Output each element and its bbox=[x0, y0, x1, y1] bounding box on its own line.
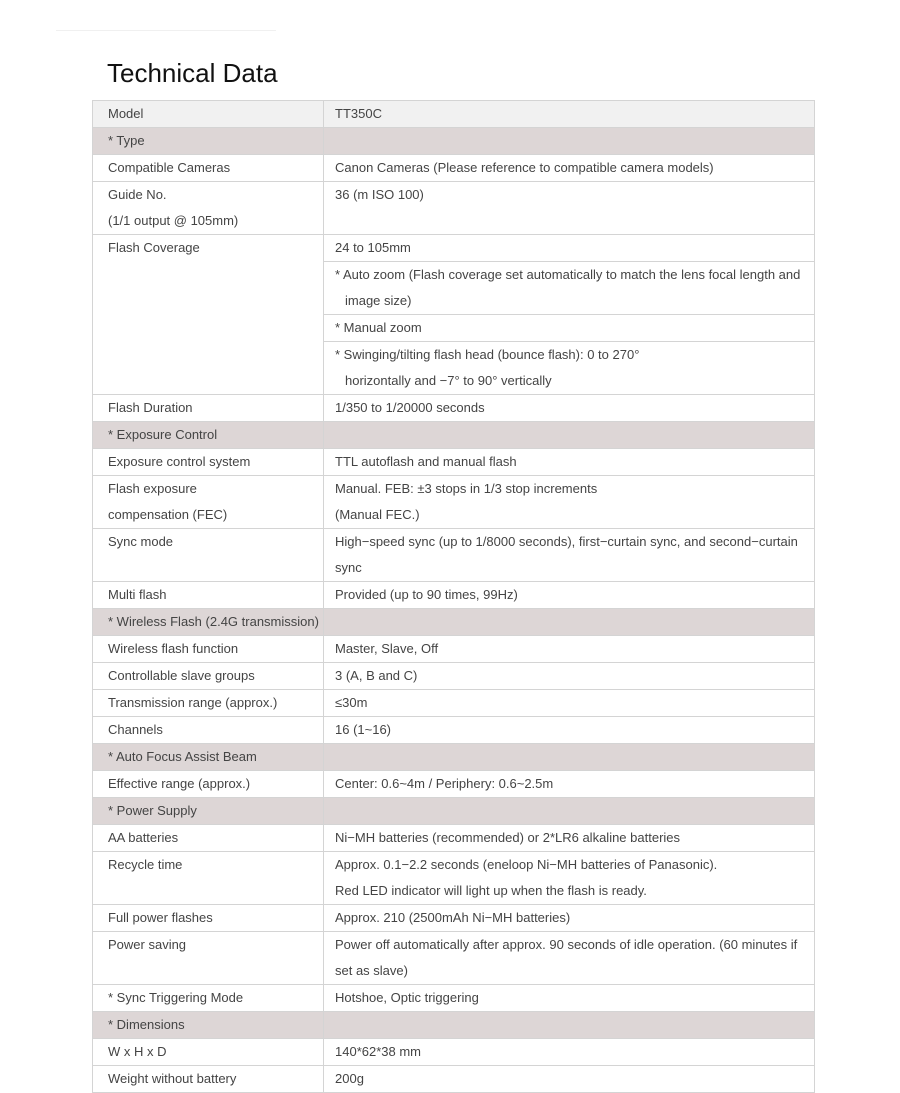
spec-value bbox=[324, 852, 815, 905]
spec-label-line: * Power Supply bbox=[108, 803, 197, 818]
spec-value bbox=[324, 262, 815, 315]
table-row bbox=[93, 690, 815, 717]
table-row bbox=[93, 771, 815, 798]
spec-label-line: Sync mode bbox=[108, 534, 174, 549]
spec-label-line: compensation (FEC) bbox=[108, 507, 228, 522]
table-row bbox=[93, 529, 815, 582]
spec-value-line: 3 (A, B and C) bbox=[335, 668, 418, 683]
spec-value bbox=[324, 1066, 815, 1093]
section-row bbox=[93, 1012, 815, 1039]
spec-label-line: Weight without battery bbox=[108, 1071, 237, 1086]
spec-label bbox=[93, 771, 324, 798]
section-row bbox=[93, 798, 815, 825]
section-row bbox=[93, 744, 815, 771]
spec-value-line: 200g bbox=[335, 1071, 364, 1086]
spec-value-line: sync bbox=[335, 560, 362, 575]
spec-table bbox=[92, 100, 815, 1093]
spec-label bbox=[93, 529, 324, 582]
spec-label-line: AA batteries bbox=[108, 830, 179, 845]
spec-label bbox=[93, 476, 324, 529]
spec-value-line: High−speed sync (up to 1/8000 seconds), first−curtain sync, and second−curtain bbox=[335, 534, 798, 549]
spec-value-line: set as slave) bbox=[335, 963, 408, 978]
spec-label bbox=[93, 798, 324, 825]
spec-value bbox=[324, 609, 815, 636]
spec-label bbox=[93, 101, 324, 128]
section-row bbox=[93, 128, 815, 155]
spec-value bbox=[324, 905, 815, 932]
spec-label-line: * Sync Triggering Mode bbox=[108, 990, 244, 1005]
spec-label-line: Model bbox=[108, 106, 144, 121]
spec-label-line: Flash exposure bbox=[108, 481, 197, 496]
spec-value-line: TT350C bbox=[335, 106, 382, 121]
spec-value-line: 1/350 to 1/20000 seconds bbox=[335, 400, 485, 415]
spec-label bbox=[93, 422, 324, 449]
table-row bbox=[93, 101, 815, 128]
table-row bbox=[93, 932, 815, 985]
spec-value-line: * Auto zoom (Flash coverage set automatically to match the lens focal length and bbox=[335, 267, 801, 282]
table-row bbox=[93, 717, 815, 744]
spec-value bbox=[324, 932, 815, 985]
spec-value bbox=[324, 476, 815, 529]
spec-label bbox=[93, 235, 324, 395]
spec-label bbox=[93, 985, 324, 1012]
spec-value-line: Approx. 210 (2500mAh Ni−MH batteries) bbox=[335, 910, 571, 925]
spec-value-line: Center: 0.6~4m / Periphery: 0.6~2.5m bbox=[335, 776, 554, 791]
spec-label bbox=[93, 609, 324, 636]
spec-label bbox=[93, 825, 324, 852]
spec-label bbox=[93, 182, 324, 235]
spec-value bbox=[324, 315, 815, 342]
spec-value-line: Master, Slave, Off bbox=[335, 641, 439, 656]
spec-label bbox=[93, 128, 324, 155]
spec-label bbox=[93, 663, 324, 690]
section-row bbox=[93, 609, 815, 636]
spec-value bbox=[324, 342, 815, 395]
spec-value bbox=[324, 690, 815, 717]
table-row bbox=[93, 852, 815, 905]
spec-value bbox=[324, 636, 815, 663]
spec-label-line: Exposure control system bbox=[108, 454, 251, 469]
spec-label bbox=[93, 449, 324, 476]
spec-value bbox=[324, 395, 815, 422]
spec-label bbox=[93, 690, 324, 717]
spec-label bbox=[93, 932, 324, 985]
spec-label bbox=[93, 155, 324, 182]
spec-label-line: * Dimensions bbox=[108, 1017, 185, 1032]
spec-label-line: * Auto Focus Assist Beam bbox=[108, 749, 257, 764]
spec-label-line: * Exposure Control bbox=[108, 427, 218, 442]
table-row bbox=[93, 155, 815, 182]
spec-value-line: Ni−MH batteries (recommended) or 2*LR6 alkaline batteries bbox=[335, 830, 681, 845]
spec-label bbox=[93, 1039, 324, 1066]
spec-label bbox=[93, 1066, 324, 1093]
spec-value-line: TTL autoflash and manual flash bbox=[335, 454, 517, 469]
spec-label bbox=[93, 1012, 324, 1039]
spec-label bbox=[93, 905, 324, 932]
spec-value bbox=[324, 1039, 815, 1066]
table-row bbox=[93, 905, 815, 932]
spec-label-line: Compatible Cameras bbox=[108, 160, 231, 175]
spec-value bbox=[324, 449, 815, 476]
spec-label-line: Flash Duration bbox=[108, 400, 193, 415]
spec-value bbox=[324, 235, 815, 262]
page-title: Technical Data bbox=[107, 58, 278, 88]
table-row bbox=[93, 663, 815, 690]
spec-label-line: Guide No. bbox=[108, 187, 167, 202]
spec-value bbox=[324, 663, 815, 690]
table-row bbox=[93, 636, 815, 663]
spec-value bbox=[324, 128, 815, 155]
spec-value bbox=[324, 744, 815, 771]
table-row bbox=[93, 1066, 815, 1093]
spec-value bbox=[324, 422, 815, 449]
table-row bbox=[93, 449, 815, 476]
table-row bbox=[93, 476, 815, 529]
spec-value-line: 16 (1~16) bbox=[335, 722, 392, 737]
spec-label bbox=[93, 852, 324, 905]
spec-value-line: (Manual FEC.) bbox=[335, 507, 420, 522]
spec-value bbox=[324, 825, 815, 852]
table-row bbox=[93, 582, 815, 609]
spec-label-line: Full power flashes bbox=[108, 910, 213, 925]
spec-label bbox=[93, 744, 324, 771]
spec-label-line: * Wireless Flash (2.4G transmission) bbox=[108, 614, 319, 629]
spec-label bbox=[93, 395, 324, 422]
spec-label-line: Transmission range (approx.) bbox=[108, 695, 278, 710]
table-row bbox=[93, 985, 815, 1012]
spec-value bbox=[324, 717, 815, 744]
spec-value bbox=[324, 582, 815, 609]
spec-value bbox=[324, 798, 815, 825]
spec-label-line: Controllable slave groups bbox=[108, 668, 255, 683]
table-row bbox=[93, 825, 815, 852]
spec-value-line: Red LED indicator will light up when the flash is ready. bbox=[335, 883, 647, 898]
spec-label-line: Flash Coverage bbox=[108, 240, 200, 255]
spec-label bbox=[93, 636, 324, 663]
spec-value-line: 36 (m ISO 100) bbox=[335, 187, 424, 202]
spec-label-line: Power saving bbox=[108, 937, 187, 952]
table-row bbox=[93, 182, 815, 235]
spec-label-line: (1/1 output @ 105mm) bbox=[108, 213, 239, 228]
spec-value-line: 140*62*38 mm bbox=[335, 1044, 421, 1059]
spec-value-line: Canon Cameras (Please reference to compatible camera models) bbox=[335, 160, 714, 175]
spec-value-line: 24 to 105mm bbox=[335, 240, 411, 255]
spec-label bbox=[93, 582, 324, 609]
spec-value-line: Approx. 0.1−2.2 seconds (eneloop Ni−MH batteries of Panasonic). bbox=[335, 857, 718, 872]
spec-value-line: Hotshoe, Optic triggering bbox=[335, 990, 479, 1005]
section-row bbox=[93, 422, 815, 449]
spec-value-line: Power off automatically after approx. 90 seconds of idle operation. (60 minutes if bbox=[335, 937, 798, 952]
spec-value bbox=[324, 529, 815, 582]
spec-value-line: Provided (up to 90 times, 99Hz) bbox=[335, 587, 518, 602]
table-row bbox=[93, 235, 815, 262]
spec-value bbox=[324, 101, 815, 128]
spec-value-line: horizontally and −7° to 90° vertically bbox=[345, 373, 552, 388]
table-row bbox=[93, 1039, 815, 1066]
spec-label-line: W x H x D bbox=[108, 1044, 167, 1059]
table-row bbox=[93, 395, 815, 422]
spec-value bbox=[324, 985, 815, 1012]
spec-label-line: Effective range (approx.) bbox=[108, 776, 251, 791]
divider bbox=[56, 30, 276, 31]
spec-value-line: image size) bbox=[345, 293, 412, 308]
spec-value-line: Manual. FEB: ±3 stops in 1/3 stop increments bbox=[335, 481, 598, 496]
spec-value-line: ≤30m bbox=[335, 695, 368, 710]
spec-value bbox=[324, 771, 815, 798]
spec-label-line: * Type bbox=[108, 133, 145, 148]
spec-value-line: * Swinging/tilting flash head (bounce flash): 0 to 270° bbox=[335, 347, 640, 362]
spec-label bbox=[93, 717, 324, 744]
spec-label-line: Channels bbox=[108, 722, 163, 737]
spec-value bbox=[324, 155, 815, 182]
spec-value-line: * Manual zoom bbox=[335, 320, 422, 335]
spec-value bbox=[324, 1012, 815, 1039]
spec-value bbox=[324, 182, 815, 235]
spec-label-line: Recycle time bbox=[108, 857, 183, 872]
spec-label-line: Multi flash bbox=[108, 587, 167, 602]
spec-label-line: Wireless flash function bbox=[108, 641, 239, 656]
